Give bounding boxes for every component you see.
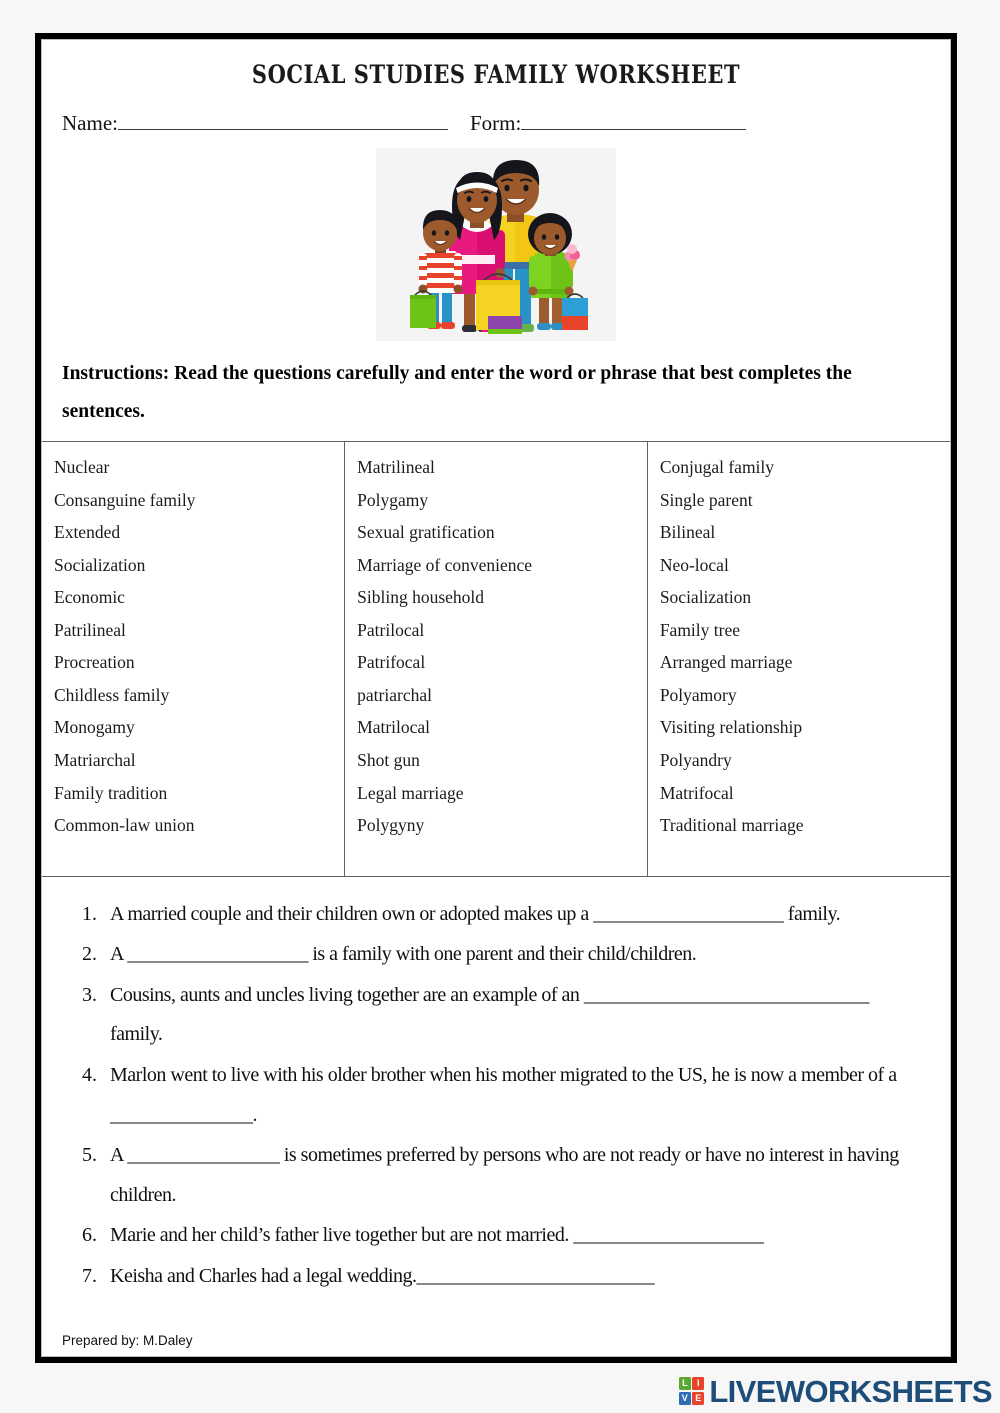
worksheet-frame-inner: [41, 39, 951, 1357]
word-item: Matriarchal: [54, 749, 136, 770]
form-input-blank[interactable]: [521, 113, 746, 130]
word-item: Conjugal family: [659, 457, 775, 478]
question-text[interactable]: A ________________ is sometimes preferred by persons who are not ready or have no interest in having children.: [110, 1144, 899, 1206]
word-item: Socialization: [54, 554, 146, 575]
question-item: [48, 1257, 924, 1297]
word-item: Sexual gratification: [357, 522, 495, 543]
word-item: Bilineal: [659, 522, 716, 543]
word-item: Matrifocal: [659, 782, 734, 803]
logo-tile-v: V: [679, 1392, 691, 1405]
word-bank-column-2: [345, 442, 648, 877]
word-bank-row: [42, 442, 950, 877]
word-item: Patrifocal: [357, 652, 426, 673]
word-item: Polygamy: [357, 489, 429, 510]
question-text[interactable]: A married couple and their children own or adopted makes up a ____________________ family.: [110, 902, 841, 925]
question-text[interactable]: Marlon went to live with his older brother when his mother migrated to the US, he is now a member of a _______________.: [110, 1063, 897, 1126]
worksheet-frame: [35, 33, 957, 1363]
question-item: [48, 1136, 924, 1215]
word-item: Consanguine family: [54, 489, 196, 510]
word-item: Patrilocal: [357, 619, 425, 640]
word-item: Polyandry: [659, 749, 732, 770]
word-item: Family tree: [659, 619, 740, 640]
word-item: Socialization: [659, 587, 752, 608]
word-item: Patrilineal: [54, 619, 126, 640]
logo-tile-l: L: [679, 1377, 691, 1390]
word-item: Economic: [54, 587, 125, 608]
family-illustration: [376, 148, 616, 341]
word-item: Matrilineal: [357, 457, 435, 478]
questions-list: [42, 895, 950, 1297]
logo-tiles: [679, 1377, 705, 1405]
word-item: Single parent: [659, 489, 753, 510]
word-item: Common-law union: [54, 815, 195, 836]
page-title: SOCIAL STUDIES FAMILY WORKSHEET: [251, 60, 741, 89]
question-text[interactable]: A ___________________ is a family with one parent and their child/children.: [110, 943, 697, 966]
question-text[interactable]: Cousins, aunts and uncles living together are an example of an ______________________________ family.: [110, 983, 869, 1046]
word-bank-column-3: [647, 442, 950, 877]
form-label: Form:: [469, 111, 522, 135]
word-item: Nuclear: [54, 457, 110, 478]
word-item: Legal marriage: [357, 782, 464, 803]
student-info-row: [42, 111, 950, 136]
word-item: Sibling household: [357, 587, 485, 608]
word-item: Polyamory: [659, 684, 737, 705]
name-input-blank[interactable]: [118, 113, 448, 130]
word-item: Procreation: [54, 652, 135, 673]
question-item: [48, 895, 924, 935]
liveworksheets-logo[interactable]: [679, 1374, 992, 1408]
logo-tile-i: I: [692, 1377, 704, 1390]
name-label: Name:: [62, 111, 118, 135]
word-item: Visiting relationship: [659, 717, 803, 738]
question-item: [48, 976, 924, 1055]
word-bank-table: [42, 441, 950, 877]
word-item: Monogamy: [54, 717, 135, 738]
word-item: Arranged marriage: [659, 652, 793, 673]
logo-tile-e: E: [692, 1392, 704, 1405]
question-item: [48, 1056, 924, 1135]
word-item: patriarchal: [357, 684, 432, 705]
question-text[interactable]: Keisha and Charles had a legal wedding._________________________: [110, 1264, 655, 1287]
prepared-by-label: Prepared by: M.Daley: [62, 1333, 193, 1348]
instructions-text: Instructions: Read the questions carefully and enter the word or phrase that best completes the sentences.: [62, 363, 852, 423]
word-item: Family tradition: [54, 782, 168, 803]
word-item: Matrilocal: [357, 717, 431, 738]
word-item: Traditional marriage: [659, 815, 804, 836]
question-text[interactable]: Marie and her child’s father live together but are not married. ____________________: [110, 1224, 764, 1247]
question-item: [48, 935, 924, 975]
word-item: Marriage of convenience: [357, 554, 533, 575]
word-item: Childless family: [54, 684, 170, 705]
word-item: Neo-local: [659, 554, 729, 575]
logo-wordmark: LIVEWORKSHEETS: [709, 1373, 992, 1409]
word-item: Polygyny: [357, 815, 425, 836]
question-item: [48, 1216, 924, 1256]
word-bank-column-1: [42, 442, 345, 877]
word-item: Extended: [54, 522, 121, 543]
word-item: Shot gun: [357, 749, 420, 770]
